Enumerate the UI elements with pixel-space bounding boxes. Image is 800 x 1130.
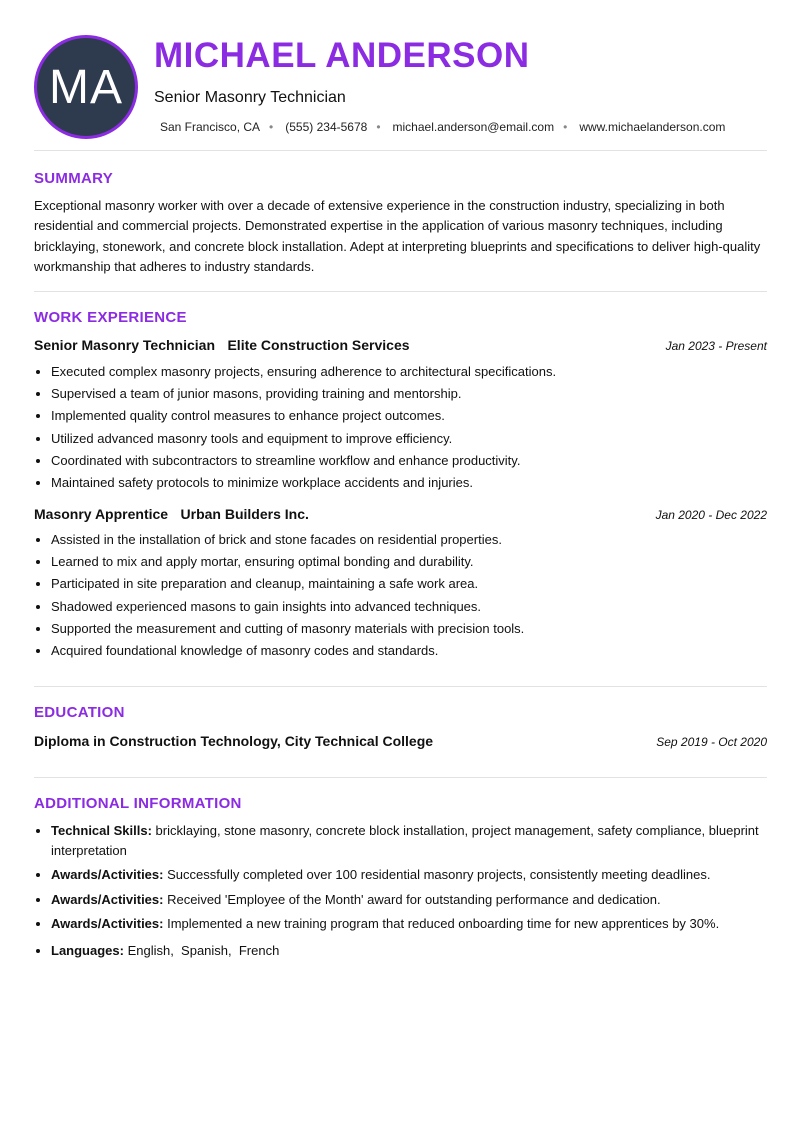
list-item: • Acquired foundational knowledge of masonry codes and standards. [51,641,767,663]
list-item: • Coordinated with subcontractors to streamline workflow and enhance productivity. [51,451,767,473]
bullet-separator: • [376,120,381,134]
list-item: • Assisted in the installation of brick and stone facades on residential properties. [51,530,767,552]
summary-heading: SUMMARY [34,170,114,187]
job-dates: Jan 2023 - Present [665,339,767,353]
info-label: Awards/Activities: [51,916,164,931]
info-label: Technical Skills: [51,823,152,838]
list-item: • Utilized advanced masonry tools and equipment to improve efficiency. [51,429,767,451]
contact-email: michael.anderson@email.com [392,120,555,134]
list-item: • Supervised a team of junior masons, providing training and mentorship. [51,384,767,406]
education-entry [34,733,767,749]
bullet-separator: • [563,120,568,134]
contact-phone: (555) 234-5678 [285,120,368,134]
info-label: Languages: [51,942,124,958]
info-text: Successfully completed over 100 residential masonry projects, consistently meeting deadlines. [163,867,711,882]
info-label: Awards/Activities: [51,891,164,907]
divider [34,291,767,292]
education-degree: Diploma in Construction Technology, City Technical College [34,733,434,749]
list-item: • Shadowed experienced masons to gain insights into advanced techniques. [51,597,767,619]
list-item: • Supported the measurement and cutting of masonry materials with precision tools. [51,619,767,641]
list-item [51,941,767,961]
job-dates: Jan 2020 - Dec 2022 [655,508,767,522]
job-role: Senior Masonry Technician [34,337,216,353]
avatar-initials: MA [49,60,123,114]
bullet-separator: • [269,120,274,134]
job-role: Masonry Apprentice [34,506,169,522]
list-item [51,865,767,885]
job-bullets [34,362,767,495]
contact-location: San Francisco, CA [160,120,261,134]
list-item: • Implemented quality control measures to enhance project outcomes. [51,406,767,428]
list-item: • Learned to mix and apply mortar, ensuring optimal bonding and durability. [51,552,767,574]
contact-website: www.michaelanderson.com [579,120,726,134]
list-item [51,821,767,860]
list-item: • Executed complex masonry projects, ensuring adherence to architectural specifications. [51,362,767,384]
job-company: Elite Construction Services [227,337,410,353]
candidate-headline: Senior Masonry Technician [154,89,346,106]
info-text: English, Spanish, French [123,942,280,958]
list-item: • Participated in site preparation and cleanup, maintaining a safe work area. [51,574,767,596]
additional-info-heading: ADDITIONAL INFORMATION [34,795,242,812]
summary-text: Exceptional masonry worker with over a decade of extensive experience in the construction industry, specializing in both residential and commercial projects. Demonstrated expertise in the application of various masonry techniques, including bricklaying, stonework, and concrete block installation. Adept at interpreting blueprints and specifications to deliver high-quality workmanship that adheres to industry standards. [34,198,761,274]
contact-bar [160,120,725,134]
info-text: Implemented a new training program that reduced onboarding time for new apprentices by 30%. [163,916,720,931]
avatar [34,35,138,139]
list-item: • Maintained safety protocols to minimize workplace accidents and injuries. [51,473,767,495]
candidate-name: MICHAEL ANDERSON [154,36,530,75]
list-item [51,914,767,934]
divider [34,150,767,151]
education-heading: EDUCATION [34,704,125,721]
additional-info-list [34,821,767,965]
job-company: Urban Builders Inc. [180,506,309,522]
job-header [34,337,767,355]
list-item [51,890,767,910]
info-text: bricklaying, stone masonry, concrete block installation, project management, safety compliance, blueprint interpretation [51,823,759,858]
info-label: Awards/Activities: [51,867,164,882]
education-dates: Sep 2019 - Oct 2020 [656,735,767,749]
work-experience-heading: WORK EXPERIENCE [34,309,187,326]
info-text: Received 'Employee of the Month' award for outstanding performance and dedication. [163,891,661,907]
job-bullets [34,530,767,663]
divider [34,686,767,687]
job-header [34,506,767,524]
divider [34,777,767,778]
